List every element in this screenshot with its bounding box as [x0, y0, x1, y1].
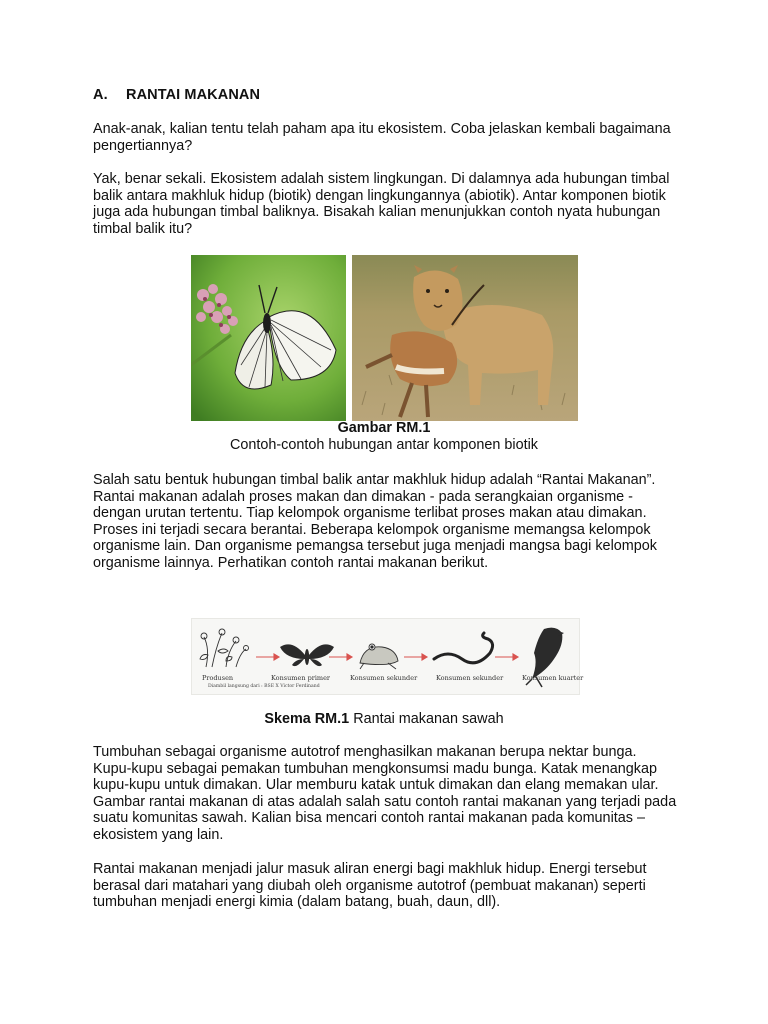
- paragraph-food-chain-definition: Salah satu bentuk hubungan timbal balik antar makhluk hidup adalah “Rantai Makanan”. Rantai makanan adalah proses makan dan dimakan - pada serangkaian organisme - dengan urutan tertentu. Tiap kelompok organisme terlibat proses makan atau dimakan. Proses ini terjadi secara berantai. Beberapa kelompok organisme memangsa kelompok organisme lain. Dan organisme pemangsa tersebut juga menjadi mangsa bagi kelompok organisme lainnya. Perhatikan contoh rantai makanan berikut.: [93, 472, 657, 571]
- paragraph-energy-flow: Rantai makanan menjadi jalur masuk aliran energi bagi makhluk hidup. Energi tersebut berasal dari matahari yang diubah oleh organisme autotrof (pembuat makanan) seperti tumbuhan menjadi energi kimia (dalam batang, buah, daun, dll).: [93, 861, 647, 911]
- figure-label-1: Gambar RM.1: [337, 420, 431, 436]
- chain-label-quaternary: Konsumen kuarter: [522, 674, 584, 682]
- figure-label-2: Skema RM.1: [264, 711, 350, 727]
- section-heading: [93, 87, 260, 103]
- section-number: A.: [93, 87, 108, 103]
- snake-icon: [434, 633, 493, 663]
- chain-label-producer: Produsen: [202, 674, 234, 682]
- figure-description-1: Contoh-contoh hubungan antar komponen biotik: [229, 436, 539, 453]
- diagram-credit: Diambil langsung dari : BSE X Victor Ferdinand: [208, 684, 320, 689]
- lioness-photo: [352, 255, 578, 421]
- figure-description-2: Rantai makanan sawah: [353, 711, 504, 727]
- chain-label-secondary: Konsumen sekunder: [350, 674, 418, 682]
- butterfly-photo: [191, 255, 346, 421]
- paragraph-food-chain-explanation: Tumbuhan sebagai organisme autotrof menghasilkan makanan berupa nektar bunga. Kupu-kupu sebagai pemakan tumbuhan mengkonsumsi madu bunga. Katak menangkap kupu-kupu untuk dimakan. Ular memburu katak untuk dimakan dan elang memakan ular. Gambar rantai makanan di atas adalah salah satu contoh rantai makanan yang terjadi pada suatu komunitas sawah. Kalian bisa mencari contoh rantai makanan pada komunitas – ekosistem yang lain.: [93, 744, 677, 843]
- producer-plant-icon: [200, 629, 249, 667]
- section-title: RANTAI MAKANAN: [126, 87, 261, 103]
- chain-label-primary: Konsumen primer: [271, 674, 331, 682]
- chain-label-tertiary: Konsumen sekunder: [436, 674, 504, 682]
- paragraph-ecosystem: Yak, benar sekali. Ekosistem adalah sistem lingkungan. Di dalamnya ada hubungan timbal balik antara makhluk hidup (biotik) dengan lingkungannya (abiotik). Antar komponen biotik juga ada hubungan timbal baliknya. Bisakah kalian menunjukkan contoh nyata hubungan timbal balik itu?: [93, 171, 670, 237]
- paragraph-intro: Anak-anak, kalian tentu telah paham apa itu ekosistem. Coba jelaskan kembali bagaimana pengertiannya?: [93, 121, 671, 154]
- frog-icon: [360, 644, 398, 669]
- food-chain-diagram: [191, 618, 584, 695]
- figure-caption-2: [0, 711, 768, 727]
- figure-caption-1: [0, 420, 768, 453]
- moth-icon: [280, 644, 334, 666]
